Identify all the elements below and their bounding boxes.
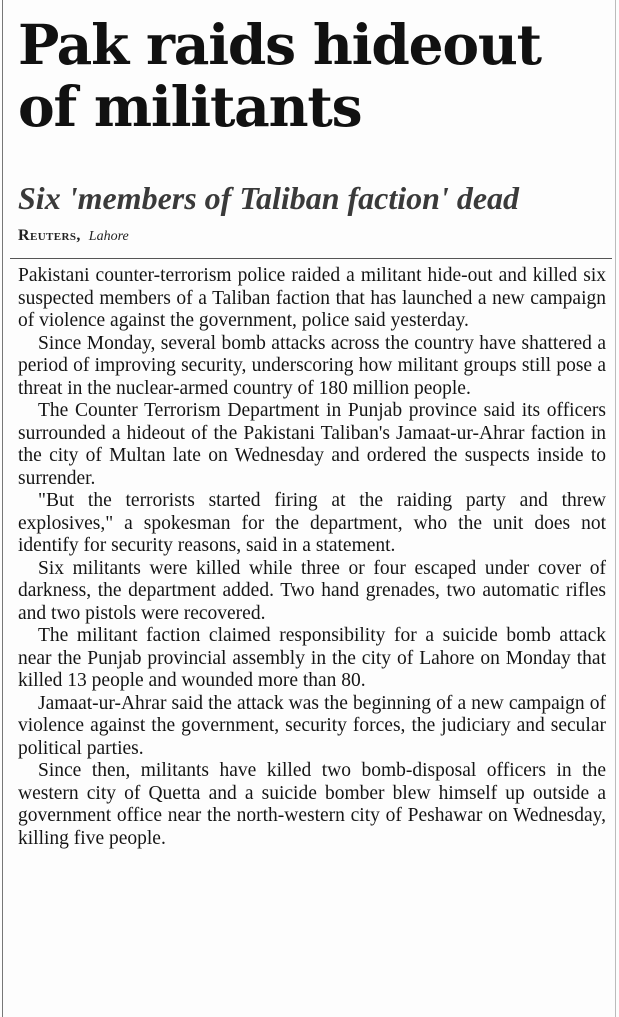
paragraph: Six militants were killed while three or four escaped under cover of darkness, the department added. Two hand grenades, two automatic rifles and two pistols were recovered. <box>18 557 606 624</box>
subheadline: Six 'members of Taliban faction' dead <box>18 180 520 216</box>
column-rule-left <box>2 0 3 1017</box>
paragraph: Since then, militants have killed two bomb-disposal officers in the western city of Quetta and a suicide bomber blew himself up outside a government office near the north-western city of Peshawar on Wednesday, killing five people. <box>18 760 606 849</box>
article-body <box>18 265 606 850</box>
column-rule-right <box>615 0 616 1017</box>
headline: Pak raids hideout of militants <box>18 12 541 139</box>
paragraph: "But the terrorists started firing at the raiding party and threw explosives," a spokesman for the department, who the unit does not identify for security reasons, said in a statement. <box>18 490 606 556</box>
paragraph: The Counter Terrorism Department in Punjab province said its officers surrounded a hideout of the Pakistani Taliban's Jamaat-ur-Ahrar faction in the city of Multan late on Wednesday and ordered the suspects inside to surrender. <box>18 400 606 489</box>
byline-dateline: Lahore <box>88 229 129 244</box>
paragraph: Pakistani counter-terrorism police raided a militant hide-out and killed six suspected members of a Taliban faction that has launched a new campaign of violence against the government, police said yesterday. <box>18 265 606 331</box>
byline-divider <box>10 258 612 259</box>
paragraph: Since Monday, several bomb attacks across the country have shattered a period of improving security, underscoring how militant groups still pose a threat in the nuclear-armed country of 180 million people. <box>18 332 606 399</box>
paragraph: Jamaat-ur-Ahrar said the attack was the beginning of a new campaign of violence against the government, security forces, the judiciary and secular political parties. <box>18 692 606 759</box>
byline <box>18 227 129 245</box>
paragraph: The militant faction claimed responsibility for a suicide bomb attack near the Punjab provincial assembly in the city of Lahore on Monday that killed 13 people and wounded more than 80. <box>18 625 606 691</box>
byline-agency: Reuters, <box>18 227 81 244</box>
